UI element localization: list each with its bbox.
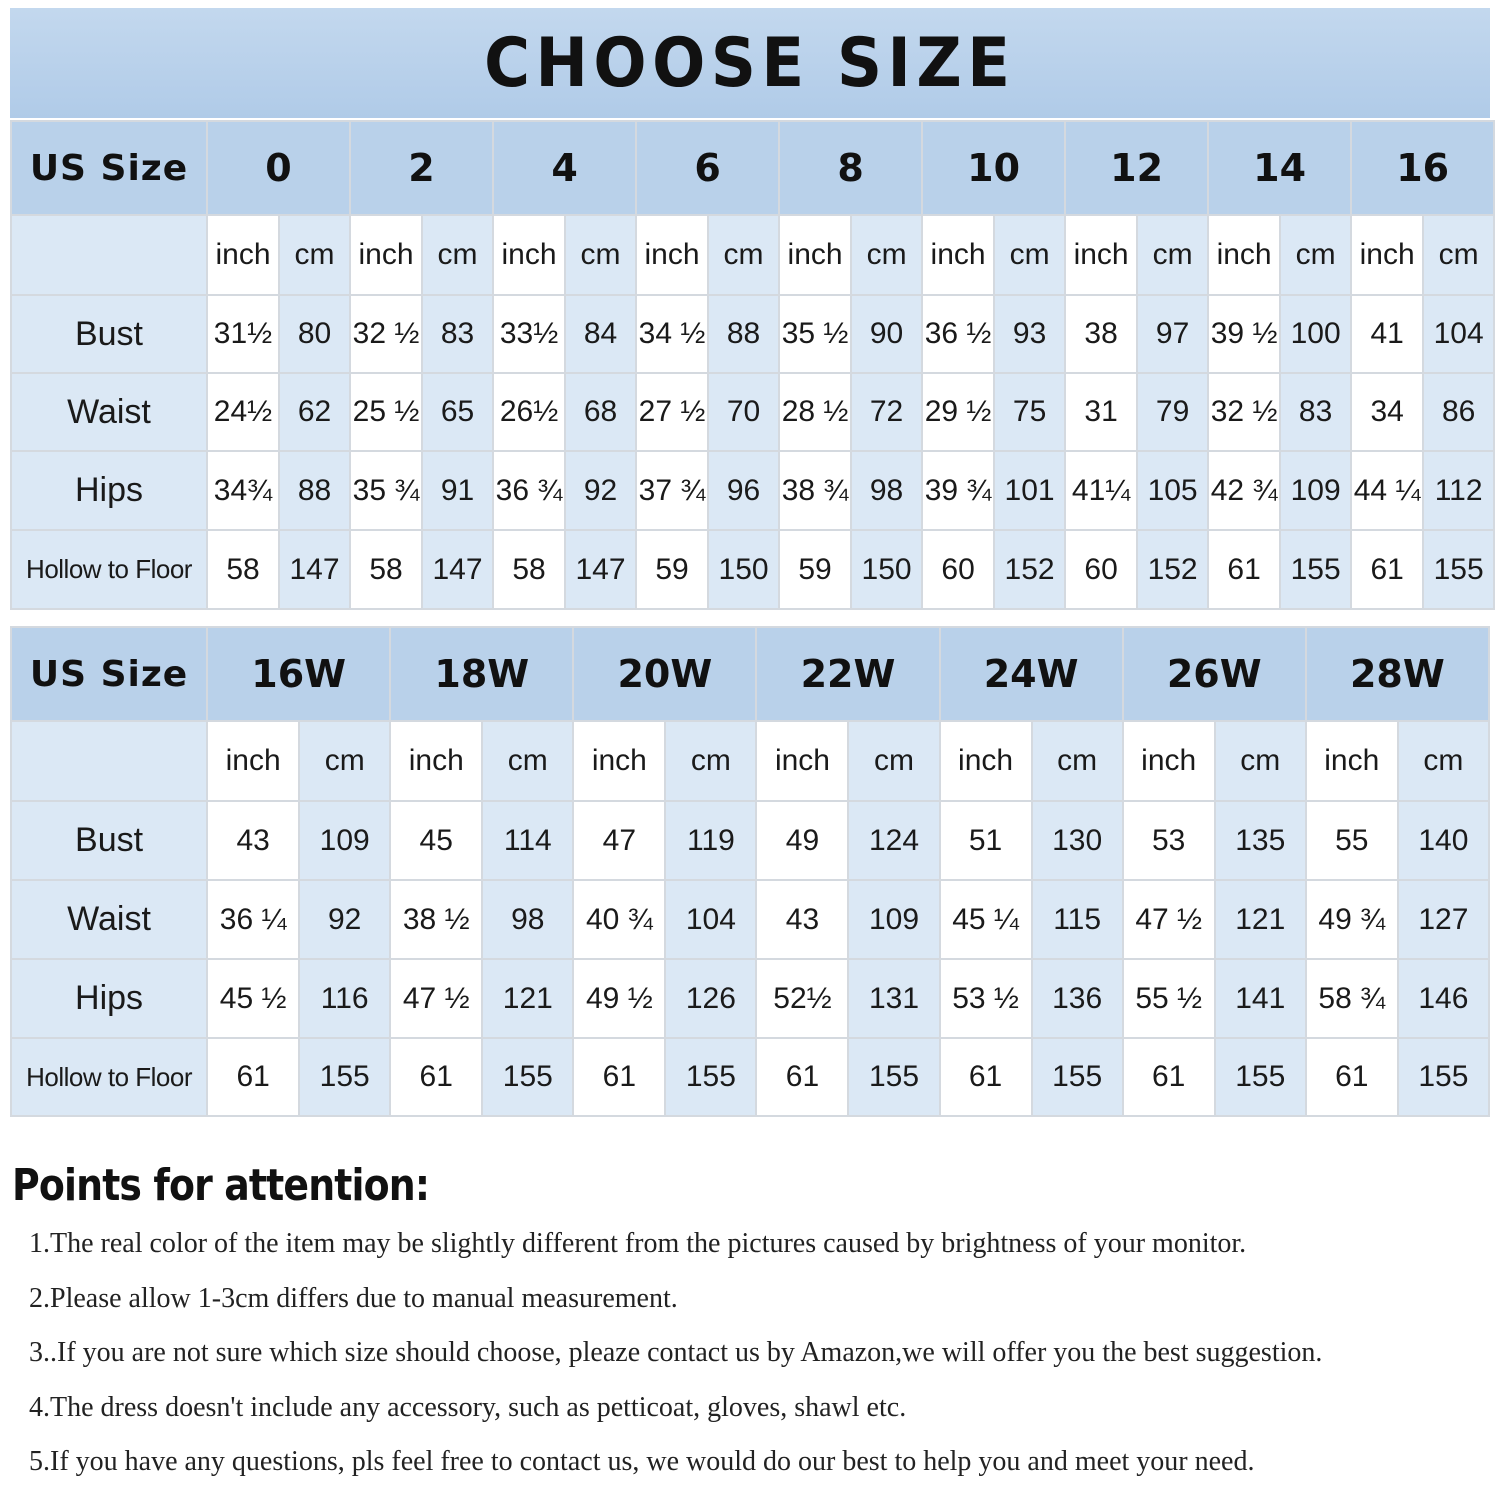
hips-cm-cell: 98 — [851, 451, 922, 530]
waist-inch-cell: 29 ½ — [922, 373, 994, 451]
bust-inch-cell: 38 — [1065, 295, 1137, 373]
hips-cm-cell: 91 — [422, 451, 493, 530]
hollow-to-floor-cm-cell: 150 — [708, 530, 779, 609]
note-item: 2.Please allow 1-3cm differs due to manual measurement. — [29, 1282, 678, 1314]
unit-cm-label: cm — [1137, 215, 1208, 295]
waist-cm-cell: 86 — [1423, 373, 1494, 451]
hollow-to-floor-inch-cell: 61 — [1208, 530, 1280, 609]
hips-inch-cell: 34¾ — [207, 451, 279, 530]
bust-inch-cell: 36 ½ — [922, 295, 994, 373]
size-header-2: 2 — [350, 121, 493, 215]
unit-cm-label: cm — [422, 215, 493, 295]
hips-inch-cell: 44 ¼ — [1351, 451, 1423, 530]
notes-section — [12, 1160, 1492, 1490]
hips-inch-cell: 38 ¾ — [779, 451, 851, 530]
waist-inch-cell: 25 ½ — [350, 373, 422, 451]
bust-cm-cell: 100 — [1280, 295, 1351, 373]
waist-cm-cell: 109 — [848, 880, 939, 959]
hollow-to-floor-inch-cell: 61 — [1306, 1038, 1398, 1116]
hips-inch-cell: 41¼ — [1065, 451, 1137, 530]
waist-cm-cell: 104 — [665, 880, 756, 959]
hips-cm-cell: 112 — [1423, 451, 1494, 530]
hollow-to-floor-cm-cell: 155 — [1215, 1038, 1306, 1116]
bust-inch-cell: 35 ½ — [779, 295, 851, 373]
waist-cm-cell: 68 — [565, 373, 636, 451]
size-header-8: 8 — [779, 121, 922, 215]
notes-heading: Points for attention: — [12, 1160, 430, 1211]
hollow-to-floor-inch-cell: 61 — [573, 1038, 665, 1116]
bust-inch-cell: 45 — [390, 801, 482, 880]
hips-cm-cell: 126 — [665, 959, 756, 1038]
unit-inch-label: inch — [350, 215, 422, 295]
waist-inch-cell: 49 ¾ — [1306, 880, 1398, 959]
table-row-hollow-to-floor — [11, 530, 1494, 609]
bust-inch-cell: 49 — [756, 801, 848, 880]
note-item: 5.If you have any questions, pls feel free to contact us, we would do our best to help you and meet your need. — [29, 1446, 1255, 1477]
notes-list — [12, 1217, 1492, 1490]
bust-inch-cell: 41 — [1351, 295, 1423, 373]
bust-cm-cell: 93 — [994, 295, 1065, 373]
row-label-waist: Waist — [11, 373, 207, 451]
hips-inch-cell: 58 ¾ — [1306, 959, 1398, 1038]
waist-inch-cell: 47 ½ — [1123, 880, 1215, 959]
hollow-to-floor-cm-cell: 147 — [279, 530, 350, 609]
unit-inch-label: inch — [940, 721, 1032, 801]
waist-inch-cell: 24½ — [207, 373, 279, 451]
hips-inch-cell: 36 ¾ — [493, 451, 565, 530]
hollow-to-floor-inch-cell: 58 — [207, 530, 279, 609]
row-label-hollow-to-floor: Hollow to Floor — [11, 530, 207, 609]
waist-cm-cell: 98 — [482, 880, 573, 959]
waist-inch-cell: 31 — [1065, 373, 1137, 451]
standard-size-header-row — [11, 121, 1494, 215]
unit-inch-label: inch — [1306, 721, 1398, 801]
waist-inch-cell: 40 ¾ — [573, 880, 665, 959]
waist-cm-cell: 127 — [1398, 880, 1489, 959]
bust-inch-cell: 31½ — [207, 295, 279, 373]
hips-inch-cell: 42 ¾ — [1208, 451, 1280, 530]
bust-cm-cell: 88 — [708, 295, 779, 373]
unit-cm-label: cm — [299, 721, 390, 801]
hollow-to-floor-cm-cell: 147 — [422, 530, 493, 609]
waist-inch-cell: 43 — [756, 880, 848, 959]
hollow-to-floor-inch-cell: 60 — [1065, 530, 1137, 609]
hollow-to-floor-cm-cell: 155 — [848, 1038, 939, 1116]
bust-inch-cell: 53 — [1123, 801, 1215, 880]
hips-inch-cell: 47 ½ — [390, 959, 482, 1038]
unit-inch-label: inch — [636, 215, 708, 295]
unit-inch-label: inch — [207, 721, 299, 801]
hollow-to-floor-inch-cell: 58 — [350, 530, 422, 609]
unit-cm-label: cm — [1423, 215, 1494, 295]
waist-cm-cell: 75 — [994, 373, 1065, 451]
unit-inch-label: inch — [756, 721, 848, 801]
bust-cm-cell: 130 — [1032, 801, 1123, 880]
size-header-26w: 26W — [1123, 627, 1306, 721]
note-item: 4.The dress doesn't include any accessory, such as petticoat, gloves, shawl etc. — [29, 1391, 907, 1423]
row-label-hips: Hips — [11, 959, 207, 1038]
hollow-to-floor-cm-cell: 147 — [565, 530, 636, 609]
hips-cm-cell: 121 — [482, 959, 573, 1038]
waist-cm-cell: 72 — [851, 373, 922, 451]
size-header-20w: 20W — [573, 627, 756, 721]
hollow-to-floor-cm-cell: 155 — [1032, 1038, 1123, 1116]
bust-cm-cell: 124 — [848, 801, 939, 880]
bust-cm-cell: 83 — [422, 295, 493, 373]
row-label-bust: Bust — [11, 295, 207, 373]
unit-inch-label: inch — [779, 215, 851, 295]
hips-cm-cell: 131 — [848, 959, 939, 1038]
bust-cm-cell: 90 — [851, 295, 922, 373]
unit-cm-label: cm — [279, 215, 350, 295]
bust-inch-cell: 34 ½ — [636, 295, 708, 373]
hips-inch-cell: 37 ¾ — [636, 451, 708, 530]
hollow-to-floor-inch-cell: 60 — [922, 530, 994, 609]
unit-cm-label: cm — [851, 215, 922, 295]
table-row-hips — [11, 451, 1494, 530]
hollow-to-floor-inch-cell: 58 — [493, 530, 565, 609]
row-label-waist: Waist — [11, 880, 207, 959]
bust-inch-cell: 43 — [207, 801, 299, 880]
unit-cm-label: cm — [482, 721, 573, 801]
hollow-to-floor-inch-cell: 61 — [756, 1038, 848, 1116]
waist-inch-cell: 32 ½ — [1208, 373, 1280, 451]
waist-cm-cell: 79 — [1137, 373, 1208, 451]
unit-inch-label: inch — [1065, 215, 1137, 295]
unit-row-blank — [11, 721, 207, 801]
plus-unit-row — [11, 721, 1489, 801]
table-row-hollow-to-floor — [11, 1038, 1489, 1116]
hips-inch-cell: 45 ½ — [207, 959, 299, 1038]
bust-inch-cell: 32 ½ — [350, 295, 422, 373]
size-header-24w: 24W — [940, 627, 1123, 721]
bust-cm-cell: 140 — [1398, 801, 1489, 880]
hollow-to-floor-cm-cell: 155 — [482, 1038, 573, 1116]
size-table-plus — [10, 626, 1490, 1117]
hips-cm-cell: 101 — [994, 451, 1065, 530]
unit-cm-label: cm — [708, 215, 779, 295]
size-header-0: 0 — [207, 121, 350, 215]
hollow-to-floor-inch-cell: 61 — [940, 1038, 1032, 1116]
hips-inch-cell: 49 ½ — [573, 959, 665, 1038]
waist-cm-cell: 65 — [422, 373, 493, 451]
hollow-to-floor-inch-cell: 61 — [1123, 1038, 1215, 1116]
bust-cm-cell: 104 — [1423, 295, 1494, 373]
hollow-to-floor-cm-cell: 155 — [1423, 530, 1494, 609]
hollow-to-floor-inch-cell: 61 — [390, 1038, 482, 1116]
unit-inch-label: inch — [1208, 215, 1280, 295]
hollow-to-floor-cm-cell: 155 — [1398, 1038, 1489, 1116]
bust-cm-cell: 84 — [565, 295, 636, 373]
hips-cm-cell: 146 — [1398, 959, 1489, 1038]
hips-inch-cell: 39 ¾ — [922, 451, 994, 530]
unit-inch-label: inch — [573, 721, 665, 801]
hollow-to-floor-cm-cell: 155 — [1280, 530, 1351, 609]
row-label-bust: Bust — [11, 801, 207, 880]
hollow-to-floor-cm-cell: 152 — [994, 530, 1065, 609]
hollow-to-floor-cm-cell: 155 — [665, 1038, 756, 1116]
waist-inch-cell: 34 — [1351, 373, 1423, 451]
waist-inch-cell: 38 ½ — [390, 880, 482, 959]
size-header-16w: 16W — [207, 627, 390, 721]
unit-cm-label: cm — [1398, 721, 1489, 801]
waist-cm-cell: 83 — [1280, 373, 1351, 451]
waist-cm-cell: 92 — [299, 880, 390, 959]
row-label-hips: Hips — [11, 451, 207, 530]
waist-cm-cell: 121 — [1215, 880, 1306, 959]
waist-inch-cell: 36 ¼ — [207, 880, 299, 959]
unit-inch-label: inch — [493, 215, 565, 295]
unit-cm-label: cm — [1032, 721, 1123, 801]
table-row-bust — [11, 801, 1489, 880]
note-item: 1.The real color of the item may be slightly different from the pictures caused by brightness of your monitor. — [29, 1228, 1247, 1259]
unit-cm-label: cm — [665, 721, 756, 801]
standard-unit-row — [11, 215, 1494, 295]
hollow-to-floor-inch-cell: 59 — [779, 530, 851, 609]
unit-cm-label: cm — [994, 215, 1065, 295]
bust-inch-cell: 55 — [1306, 801, 1398, 880]
bust-inch-cell: 51 — [940, 801, 1032, 880]
waist-inch-cell: 28 ½ — [779, 373, 851, 451]
size-header-6: 6 — [636, 121, 779, 215]
hollow-to-floor-inch-cell: 61 — [1351, 530, 1423, 609]
table-row-waist — [11, 373, 1494, 451]
size-header-12: 12 — [1065, 121, 1208, 215]
hollow-to-floor-inch-cell: 61 — [207, 1038, 299, 1116]
bust-inch-cell: 33½ — [493, 295, 565, 373]
hollow-to-floor-cm-cell: 150 — [851, 530, 922, 609]
us-size-label: US Size — [11, 627, 207, 721]
waist-inch-cell: 26½ — [493, 373, 565, 451]
unit-inch-label: inch — [1123, 721, 1215, 801]
hips-inch-cell: 35 ¾ — [350, 451, 422, 530]
bust-inch-cell: 47 — [573, 801, 665, 880]
waist-inch-cell: 45 ¼ — [940, 880, 1032, 959]
bust-cm-cell: 109 — [299, 801, 390, 880]
unit-cm-label: cm — [1215, 721, 1306, 801]
size-header-16: 16 — [1351, 121, 1494, 215]
plus-size-header-row — [11, 627, 1489, 721]
unit-inch-label: inch — [207, 215, 279, 295]
unit-inch-label: inch — [922, 215, 994, 295]
row-label-hollow-to-floor: Hollow to Floor — [11, 1038, 207, 1116]
bust-cm-cell: 114 — [482, 801, 573, 880]
hips-inch-cell: 52½ — [756, 959, 848, 1038]
size-table-standard — [10, 120, 1495, 610]
waist-cm-cell: 70 — [708, 373, 779, 451]
unit-inch-label: inch — [390, 721, 482, 801]
waist-inch-cell: 27 ½ — [636, 373, 708, 451]
unit-cm-label: cm — [848, 721, 939, 801]
hips-cm-cell: 105 — [1137, 451, 1208, 530]
table-row-hips — [11, 959, 1489, 1038]
hips-cm-cell: 88 — [279, 451, 350, 530]
us-size-label: US Size — [11, 121, 207, 215]
hips-cm-cell: 96 — [708, 451, 779, 530]
size-header-14: 14 — [1208, 121, 1351, 215]
hips-cm-cell: 136 — [1032, 959, 1123, 1038]
waist-cm-cell: 115 — [1032, 880, 1123, 959]
hollow-to-floor-inch-cell: 59 — [636, 530, 708, 609]
hips-inch-cell: 55 ½ — [1123, 959, 1215, 1038]
hollow-to-floor-cm-cell: 155 — [299, 1038, 390, 1116]
title-bar — [10, 8, 1490, 118]
waist-cm-cell: 62 — [279, 373, 350, 451]
hips-cm-cell: 141 — [1215, 959, 1306, 1038]
hips-inch-cell: 53 ½ — [940, 959, 1032, 1038]
bust-cm-cell: 119 — [665, 801, 756, 880]
unit-cm-label: cm — [1280, 215, 1351, 295]
hollow-to-floor-cm-cell: 152 — [1137, 530, 1208, 609]
size-header-28w: 28W — [1306, 627, 1489, 721]
size-header-22w: 22W — [756, 627, 939, 721]
bust-cm-cell: 80 — [279, 295, 350, 373]
unit-cm-label: cm — [565, 215, 636, 295]
note-item: 3..If you are not sure which size should choose, pleaze contact us by Amazon,we will offer you the best suggestion. — [29, 1337, 1323, 1368]
bust-cm-cell: 97 — [1137, 295, 1208, 373]
size-header-4: 4 — [493, 121, 636, 215]
size-header-10: 10 — [922, 121, 1065, 215]
page-title: CHOOSE SIZE — [484, 23, 1016, 103]
hips-cm-cell: 116 — [299, 959, 390, 1038]
hips-cm-cell: 92 — [565, 451, 636, 530]
unit-inch-label: inch — [1351, 215, 1423, 295]
table-row-waist — [11, 880, 1489, 959]
hips-cm-cell: 109 — [1280, 451, 1351, 530]
size-header-18w: 18W — [390, 627, 573, 721]
bust-cm-cell: 135 — [1215, 801, 1306, 880]
unit-row-blank — [11, 215, 207, 295]
table-row-bust — [11, 295, 1494, 373]
bust-inch-cell: 39 ½ — [1208, 295, 1280, 373]
